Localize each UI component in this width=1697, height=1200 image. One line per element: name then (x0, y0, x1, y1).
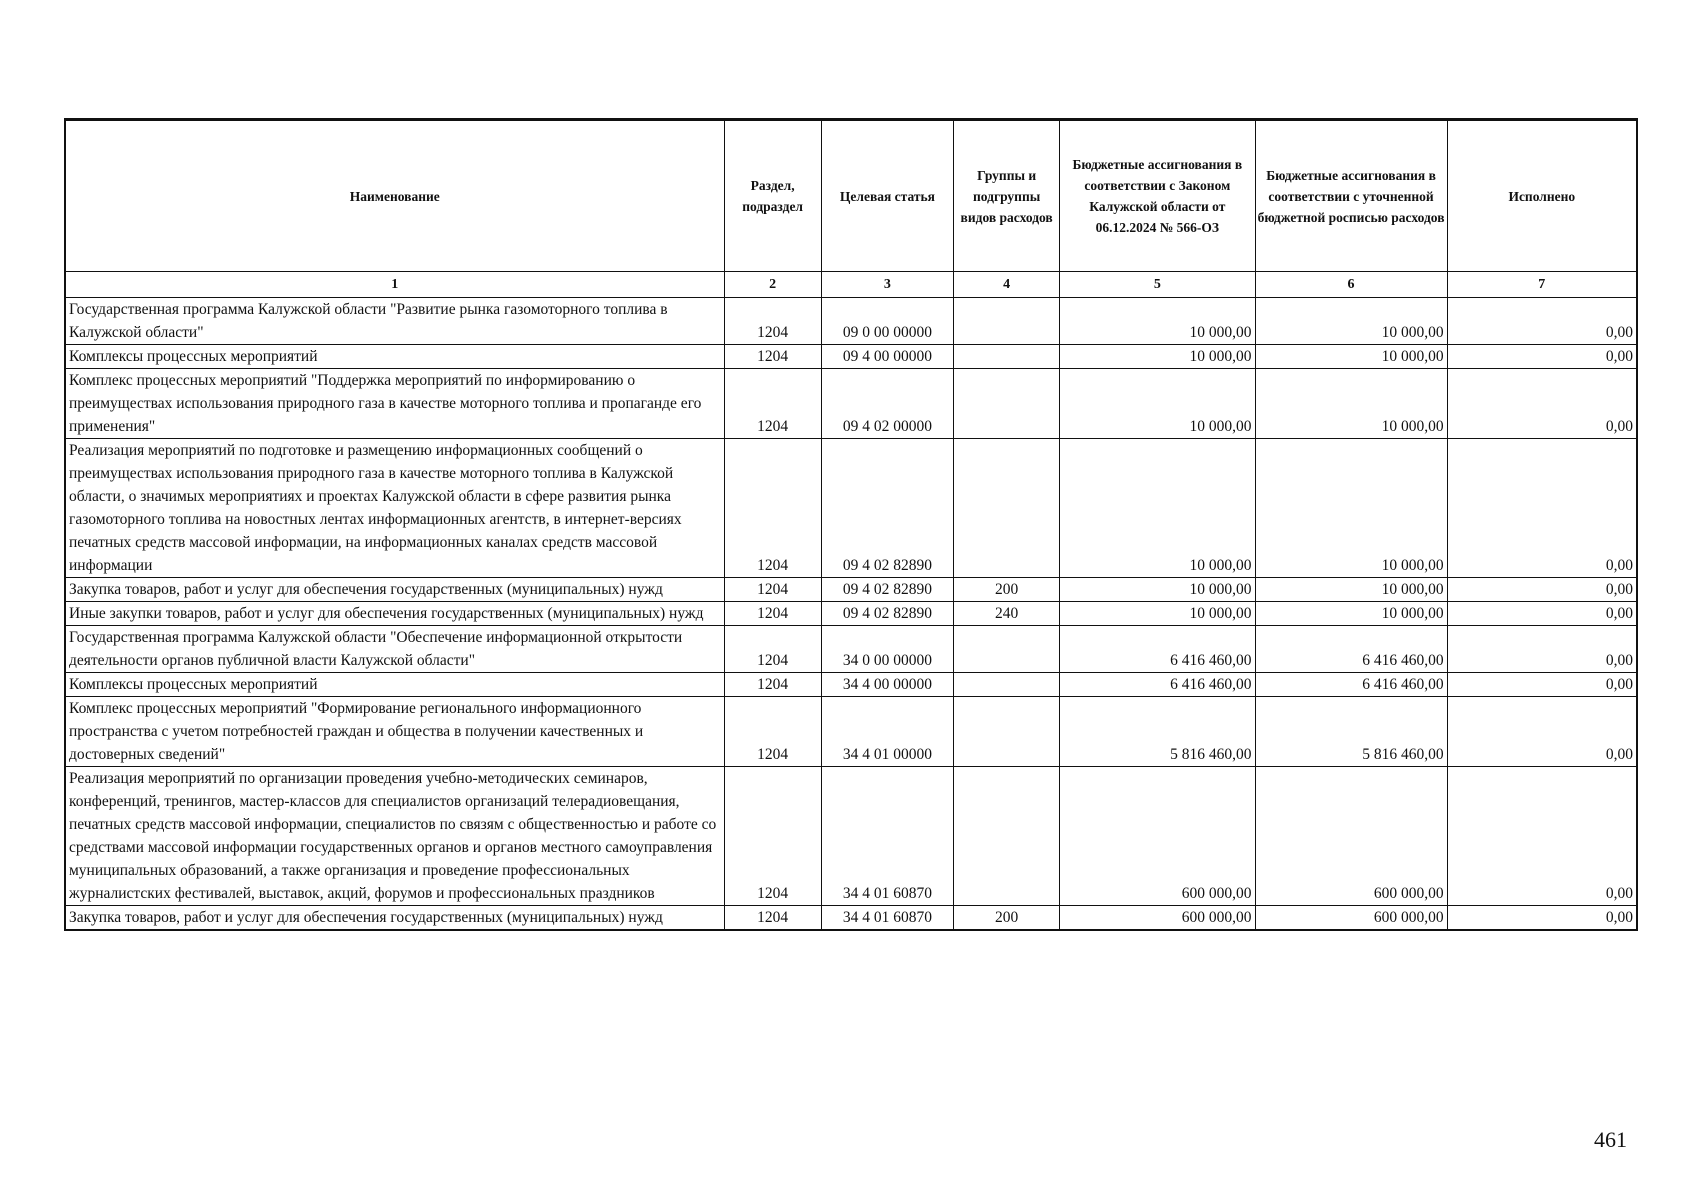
table-row (65, 697, 1637, 767)
row-executed: 0,00 (1447, 602, 1637, 626)
row-law-allocation: 10 000,00 (1060, 602, 1255, 626)
row-section: 1204 (724, 602, 821, 626)
row-name: Реализация мероприятий по организации проведения учебно-методических семинаров, конференций, тренингов, мастер-классов для специалистов организаций телерадиовещания, печатных средств массовой информации, специалистов по связям с общественностью и работе со средствами массовой информации государственных органов и органов местного самоуправления муниципальных образований, а также организация и проведение профессиональных журналистских фестивалей, выставок, акций, форумов и профессиональных праздников (65, 767, 724, 906)
row-law-allocation: 10 000,00 (1060, 578, 1255, 602)
row-name: Закупка товаров, работ и услуг для обеспечения государственных (муниципальных) нужд (65, 906, 724, 931)
row-expense-group: 240 (954, 602, 1060, 626)
row-executed: 0,00 (1447, 439, 1637, 578)
row-target-article: 09 4 02 82890 (821, 578, 953, 602)
row-executed: 0,00 (1447, 767, 1637, 906)
row-law-allocation: 600 000,00 (1060, 906, 1255, 931)
row-refined-allocation: 600 000,00 (1255, 767, 1447, 906)
row-executed: 0,00 (1447, 298, 1637, 345)
table-row (65, 578, 1637, 602)
row-expense-group (954, 626, 1060, 673)
row-refined-allocation: 6 416 460,00 (1255, 626, 1447, 673)
row-target-article: 34 4 01 60870 (821, 767, 953, 906)
row-executed: 0,00 (1447, 906, 1637, 931)
header-refined-allocation: Бюджетные ассигнования в соответствии с уточненной бюджетной росписью расходов (1255, 120, 1447, 272)
row-name: Комплекс процессных мероприятий "Поддержка мероприятий по информированию о преимуществах использования природного газа в качестве моторного топлива и пропаганде его применения" (65, 369, 724, 439)
row-refined-allocation: 10 000,00 (1255, 439, 1447, 578)
table-row (65, 626, 1637, 673)
row-refined-allocation: 10 000,00 (1255, 298, 1447, 345)
table-row (65, 439, 1637, 578)
table-row (65, 602, 1637, 626)
row-expense-group: 200 (954, 578, 1060, 602)
row-section: 1204 (724, 906, 821, 931)
column-number: 1 (65, 272, 724, 298)
row-section: 1204 (724, 298, 821, 345)
row-name: Комплексы процессных мероприятий (65, 673, 724, 697)
column-number-row (65, 272, 1637, 298)
row-law-allocation: 600 000,00 (1060, 767, 1255, 906)
table-header (65, 120, 1637, 298)
row-executed: 0,00 (1447, 578, 1637, 602)
header-row (65, 120, 1637, 272)
column-number: 7 (1447, 272, 1637, 298)
table-row (65, 906, 1637, 931)
row-section: 1204 (724, 626, 821, 673)
row-law-allocation: 10 000,00 (1060, 369, 1255, 439)
budget-table (64, 118, 1638, 931)
column-number: 3 (821, 272, 953, 298)
row-target-article: 34 4 01 00000 (821, 697, 953, 767)
header-expense-group: Группы и подгруппы видов расходов (954, 120, 1060, 272)
row-expense-group: 200 (954, 906, 1060, 931)
column-number: 5 (1060, 272, 1255, 298)
row-expense-group (954, 697, 1060, 767)
header-law-allocation: Бюджетные ассигнования в соответствии с Законом Калужской области от 06.12.2024 № 566-ОЗ (1060, 120, 1255, 272)
row-expense-group (954, 298, 1060, 345)
row-executed: 0,00 (1447, 673, 1637, 697)
row-name: Государственная программа Калужской области "Развитие рынка газомоторного топлива в Калужской области" (65, 298, 724, 345)
row-refined-allocation: 10 000,00 (1255, 369, 1447, 439)
table-row (65, 369, 1637, 439)
row-section: 1204 (724, 697, 821, 767)
row-refined-allocation: 10 000,00 (1255, 602, 1447, 626)
column-number: 2 (724, 272, 821, 298)
row-refined-allocation: 5 816 460,00 (1255, 697, 1447, 767)
header-section: Раздел, подраздел (724, 120, 821, 272)
row-executed: 0,00 (1447, 345, 1637, 369)
row-law-allocation: 10 000,00 (1060, 298, 1255, 345)
row-expense-group (954, 673, 1060, 697)
header-executed: Исполнено (1447, 120, 1637, 272)
table-body (65, 298, 1637, 931)
row-expense-group (954, 369, 1060, 439)
row-executed: 0,00 (1447, 369, 1637, 439)
row-law-allocation: 10 000,00 (1060, 439, 1255, 578)
row-name: Комплекс процессных мероприятий "Формирование регионального информационного пространства с учетом потребностей граждан и общества в получении качественных и достоверных сведений" (65, 697, 724, 767)
row-refined-allocation: 10 000,00 (1255, 578, 1447, 602)
row-section: 1204 (724, 439, 821, 578)
row-name: Закупка товаров, работ и услуг для обеспечения государственных (муниципальных) нужд (65, 578, 724, 602)
row-target-article: 09 4 02 82890 (821, 439, 953, 578)
row-expense-group (954, 345, 1060, 369)
header-name: Наименование (65, 120, 724, 272)
row-target-article: 09 4 00 00000 (821, 345, 953, 369)
row-target-article: 09 0 00 00000 (821, 298, 953, 345)
row-law-allocation: 10 000,00 (1060, 345, 1255, 369)
row-name: Государственная программа Калужской области "Обеспечение информационной открытости деятельности органов публичной власти Калужской области" (65, 626, 724, 673)
row-refined-allocation: 6 416 460,00 (1255, 673, 1447, 697)
column-number: 4 (954, 272, 1060, 298)
row-target-article: 09 4 02 00000 (821, 369, 953, 439)
table-row (65, 298, 1637, 345)
row-target-article: 09 4 02 82890 (821, 602, 953, 626)
row-law-allocation: 6 416 460,00 (1060, 673, 1255, 697)
table-row (65, 767, 1637, 906)
row-target-article: 34 4 00 00000 (821, 673, 953, 697)
row-law-allocation: 6 416 460,00 (1060, 626, 1255, 673)
row-name: Иные закупки товаров, работ и услуг для обеспечения государственных (муниципальных) нужд (65, 602, 724, 626)
row-section: 1204 (724, 673, 821, 697)
row-refined-allocation: 10 000,00 (1255, 345, 1447, 369)
row-executed: 0,00 (1447, 697, 1637, 767)
row-name: Реализация мероприятий по подготовке и размещению информационных сообщений о преимуществах использования природного газа в качестве моторного топлива в Калужской области, о значимых мероприятиях и проектах Калужской области в сфере развития рынка газомоторного топлива на новостных лентах информационных агентств, в интернет-версиях печатных средств массовой информации, на информационных каналах средств массовой информации (65, 439, 724, 578)
row-expense-group (954, 767, 1060, 906)
row-section: 1204 (724, 369, 821, 439)
row-target-article: 34 0 00 00000 (821, 626, 953, 673)
row-refined-allocation: 600 000,00 (1255, 906, 1447, 931)
table-row (65, 673, 1637, 697)
row-law-allocation: 5 816 460,00 (1060, 697, 1255, 767)
row-executed: 0,00 (1447, 626, 1637, 673)
row-section: 1204 (724, 345, 821, 369)
table-row (65, 345, 1637, 369)
row-expense-group (954, 439, 1060, 578)
page-number: 461 (1594, 1127, 1627, 1152)
row-name: Комплексы процессных мероприятий (65, 345, 724, 369)
column-number: 6 (1255, 272, 1447, 298)
header-target-article: Целевая статья (821, 120, 953, 272)
row-section: 1204 (724, 578, 821, 602)
row-target-article: 34 4 01 60870 (821, 906, 953, 931)
row-section: 1204 (724, 767, 821, 906)
